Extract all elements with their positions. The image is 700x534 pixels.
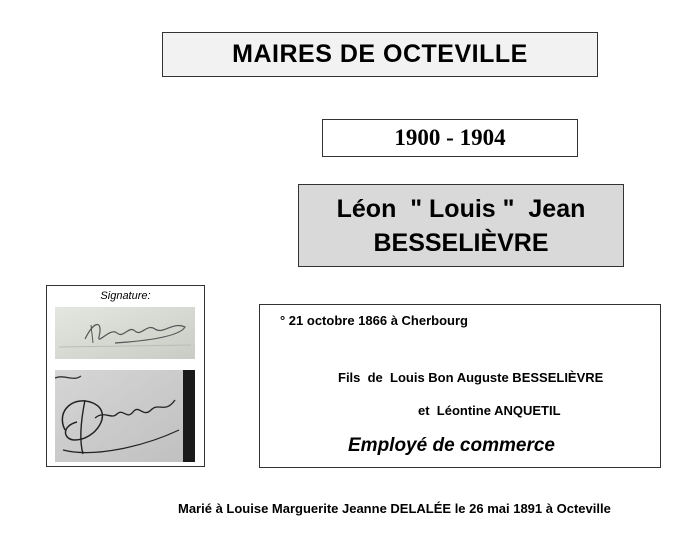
occupation: Employé de commerce (348, 435, 555, 456)
term-years: 1900 - 1904 (394, 125, 506, 150)
mayor-given-names: Léon " Louis " Jean (336, 194, 586, 223)
signature-panel (46, 285, 205, 467)
signature-image-2 (55, 370, 195, 462)
mayor-name-box (298, 184, 624, 267)
marriage-info: Marié à Louise Marguerite Jeanne DELALÉE le 26 mai 1891 à Octeville (178, 501, 611, 516)
mother-info: et Léontine ANQUETIL (418, 403, 561, 418)
page-title: MAIRES DE OCTEVILLE (232, 40, 528, 68)
page-title-box (162, 32, 598, 77)
mayor-surname: BESSELIÈVRE (373, 228, 549, 257)
father-info: Fils de Louis Bon Auguste BESSELIÈVRE (338, 370, 604, 385)
biography-box (259, 304, 661, 468)
signature-label: Signature: (100, 290, 151, 302)
birth-info: ° 21 octobre 1866 à Cherbourg (280, 313, 468, 328)
term-years-box (322, 119, 578, 157)
signature-image-1 (55, 307, 195, 359)
